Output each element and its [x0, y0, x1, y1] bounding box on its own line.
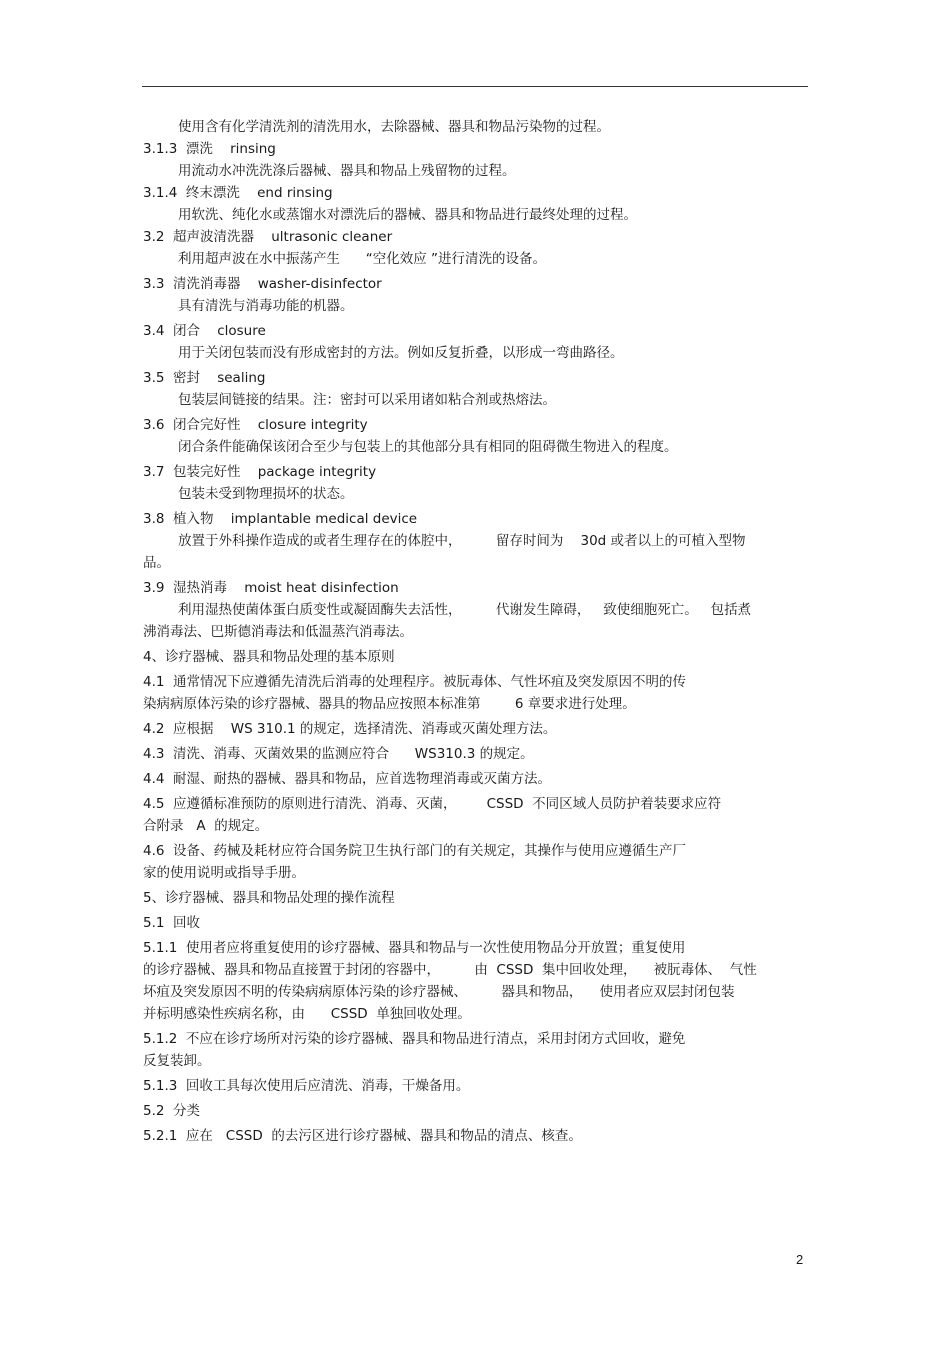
text-line: 5.1.3 回收工具每次使用后应清洗、消毒，干燥备用。 [143, 1078, 470, 1094]
term-heading: 3.1.4 终末漂洗 end rinsing [143, 185, 333, 201]
text-line: 坏疽及突发原因不明的传染病病原体污染的诊疗器械、 器具和物品， 使用者应双层封闭包装 [143, 984, 735, 1000]
term-heading: 3.3 清洗消毒器 washer-disinfector [143, 276, 382, 292]
text-line: 用软洗、纯化水或蒸馏水对漂洗后的器械、器具和物品进行最终处理的过程。 [178, 207, 637, 223]
text-line: 包装层间链接的结果。注：密封可以采用诸如粘合剂或热熔法。 [178, 392, 556, 408]
term-heading: 3.8 植入物 implantable medical device [143, 511, 418, 527]
text-line: 合附录 A 的规定。 [143, 818, 269, 834]
term-heading: 3.7 包装完好性 package integrity [143, 464, 377, 480]
subsection-heading: 5.2 分类 [143, 1103, 201, 1119]
text-line: 4.6 设备、药械及耗材应符合国务院卫生执行部门的有关规定，其操作与使用应遵循生产厂 [143, 843, 687, 859]
text-line: 4.1 通常情况下应遵循先清洗后消毒的处理程序。被朊毒体、气性坏疽及突发原因不明的传 [143, 674, 687, 690]
text-line: 利用超声波在水中振荡产生 “空化效应 ”进行清洗的设备。 [178, 251, 547, 267]
text-line: 闭合条件能确保该闭合至少与包装上的其他部分具有相同的阻碍微生物进入的程度。 [178, 439, 678, 455]
text-line: 4.5 应遵循标准预防的原则进行清洗、消毒、灭菌， CSSD 不同区域人员防护着装要求应符 [143, 796, 722, 812]
term-heading: 3.9 湿热消毒 moist heat disinfection [143, 580, 399, 596]
subsection-heading: 5.1 回收 [143, 915, 201, 931]
text-line: 5.1.1 使用者应将重复使用的诊疗器械、器具和物品与一次性使用物品分开放置；重复使用 [143, 940, 686, 956]
text-line: 品。 [143, 555, 170, 571]
header-rule [142, 86, 808, 87]
text-line: 沸消毒法、巴斯德消毒法和低温蒸汽消毒法。 [143, 624, 413, 640]
text-line: 的诊疗器械、器具和物品直接置于封闭的容器中， 由 CSSD 集中回收处理， 被朊毒体、 气性 [143, 962, 757, 978]
text-line: 反复装卸。 [143, 1053, 211, 1069]
text-line: 使用含有化学清洗剂的清洗用水，去除器械、器具和物品污染物的过程。 [178, 119, 610, 135]
text-line: 4.4 耐湿、耐热的器械、器具和物品，应首选物理消毒或灭菌方法。 [143, 771, 552, 787]
term-heading: 3.1.3 漂洗 rinsing [143, 141, 276, 157]
term-heading: 3.6 闭合完好性 closure integrity [143, 417, 368, 433]
term-heading: 3.2 超声波清洗器 ultrasonic cleaner [143, 229, 393, 245]
text-line: 家的使用说明或指导手册。 [143, 865, 305, 881]
term-heading: 3.5 密封 sealing [143, 370, 266, 386]
text-line: 4.3 清洗、消毒、灭菌效果的监测应符合 WS310.3 的规定。 [143, 746, 534, 762]
page-number: 2 [796, 1252, 804, 1267]
text-line: 5.1.2 不应在诊疗场所对污染的诊疗器械、器具和物品进行清点，采用封闭方式回收，避免 [143, 1031, 686, 1047]
text-line: 具有清洗与消毒功能的机器。 [178, 298, 354, 314]
text-line: 放置于外科操作造成的或者生理存在的体腔中， 留存时间为 30d 或者以上的可植入型物 [178, 533, 746, 549]
section-heading: 4、诊疗器械、器具和物品处理的基本原则 [143, 649, 395, 665]
text-line: 利用湿热使菌体蛋白质变性或凝固酶失去活性， 代谢发生障碍， 致使细胞死亡。 包括煮 [178, 602, 752, 618]
term-heading: 3.4 闭合 closure [143, 323, 266, 339]
text-line: 染病病原体污染的诊疗器械、器具的物品应按照本标准第 6 章要求进行处理。 [143, 696, 636, 712]
text-line: 用流动水冲洗洗涤后器械、器具和物品上残留物的过程。 [178, 163, 516, 179]
text-line: 并标明感染性疾病名称，由 CSSD 单独回收处理。 [143, 1006, 471, 1022]
text-line: 5.2.1 应在 CSSD 的去污区进行诊疗器械、器具和物品的清点、核查。 [143, 1128, 582, 1144]
section-heading: 5、诊疗器械、器具和物品处理的操作流程 [143, 890, 395, 906]
document-body [143, 118, 807, 1152]
text-line: 包装未受到物理损坏的状态。 [178, 486, 354, 502]
text-line: 4.2 应根据 WS 310.1 的规定，选择清洗、消毒或灭菌处理方法。 [143, 721, 557, 737]
text-line: 用于关闭包装而没有形成密封的方法。例如反复折叠，以形成一弯曲路径。 [178, 345, 624, 361]
